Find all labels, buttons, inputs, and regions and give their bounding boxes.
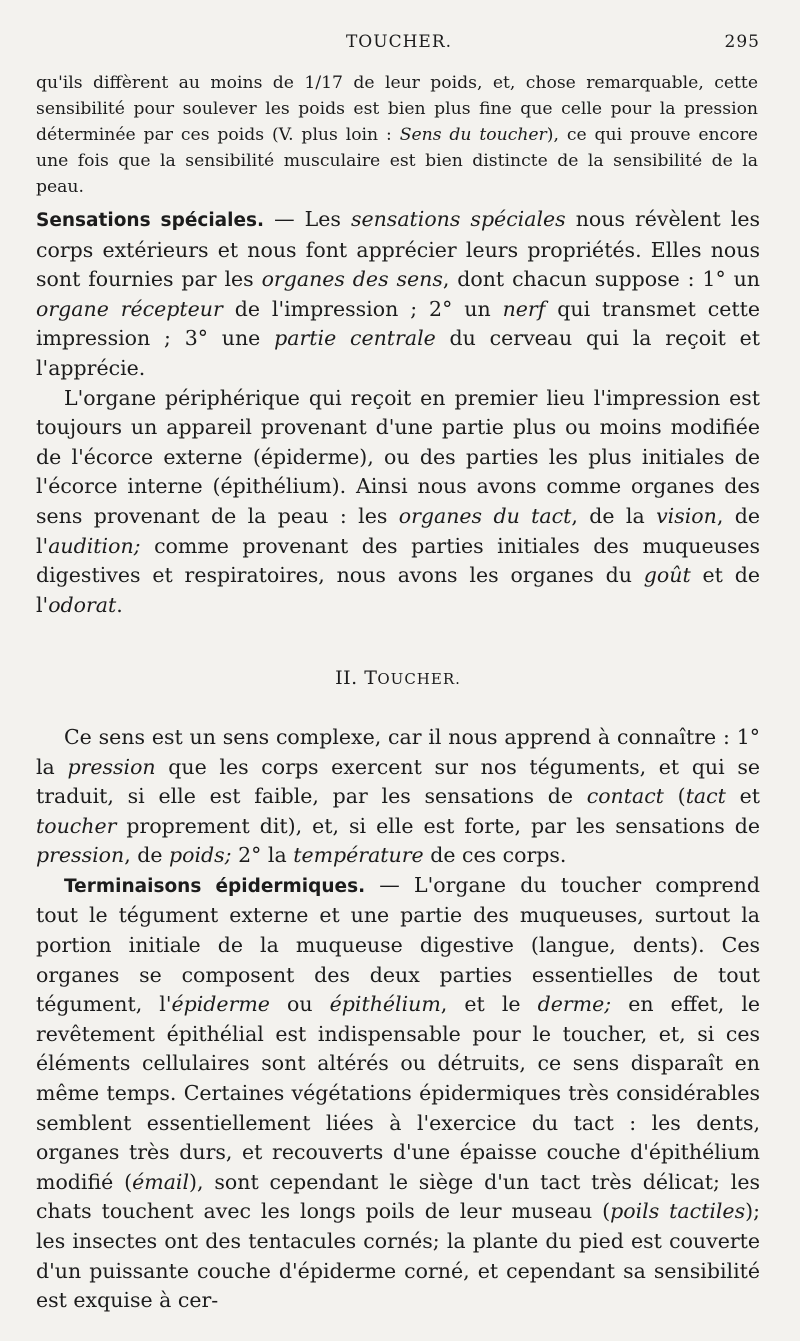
paragraph-lead: Sensations spéciales. [36,210,265,231]
text-run: ), ce qui prouve encore une fois que la sensibilité musculaire est bien distincte de la sensibilité de la peau. [36,125,758,197]
italic-run: tact [685,784,726,809]
body-text [36,205,760,1316]
italic-run: épiderme [171,992,270,1017]
italic-run: audition; [48,533,141,558]
section-heading-start: II. T [335,667,378,690]
text-run: , de l' [36,503,760,558]
section-heading [36,664,760,695]
text-run: nous révèlent les corps extérieurs et nous font apprécier leurs propriétés. Elles nous sont fournies par les [36,207,760,292]
text-run: — L'organe du toucher comprend tout le tégument externe et une partie des muqueuses, surtout la portion initiale de la muqueuse digestive (langue, dents). Ces organes se composent des deux parties essentielles de tout tégument, l' [36,872,760,1017]
continued-paragraph [36,70,758,200]
running-title: TOUCHER. [345,32,453,52]
italic-run: poils tactiles [610,1199,746,1224]
italic-run: température [293,843,424,868]
text-run: qui transmet cette impression ; 3° une [36,296,760,351]
text-run: , et le [440,992,538,1017]
text-run: L'organe périphérique qui reçoit en premier lieu l'impression est toujours un appareil provenant d'une partie plus ou moins modifiée de l'écorce externe (épiderme), ou des parties les plus initiales de l'écorce interne (épithélium). Ainsi nous avons comme organes des sens provenant de la peau : les [36,385,760,528]
italic-run: partie centrale [274,326,436,351]
text-run: ou [269,992,330,1017]
text-run: qu'ils diffèrent au moins de 1/17 de leur poids, et, chose remarquable, cette sensibilité pour soulever les poids est bien plus fine que celle pour la pression déterminée par ces poids (V. plus loin : [36,73,758,145]
text-run: ), sont cependant le siège d'un tact très délicat; les chats touchent avec les longs poils de leur museau ( [36,1169,760,1224]
italic-run: nerf [502,296,546,321]
text-run: 2° la [231,843,294,868]
text-run: de l'impression ; 2° un [222,296,503,321]
italic-run: poids; [169,843,232,868]
italic-run: organes des sens [261,267,443,292]
text-run: Ce sens est un sens complexe, car il nous apprend à connaître : 1° la [36,724,760,779]
paragraph-lead: Terminaisons épidermiques. [64,875,366,897]
italic-run: organe récepteur [36,296,223,321]
text-run: proprement dit), et, si elle est forte, par les sensations de [116,813,760,838]
paragraph-organe-peripherique [36,384,760,621]
text-run: et [725,784,760,809]
paragraph-sensations-speciales [36,205,760,384]
paragraph-terminaisons [36,871,760,1316]
italic-run: organes du tact [398,503,572,528]
section-gap [36,620,760,664]
text-run: — Les [264,207,351,231]
text-run: de ces corps. [423,843,567,868]
text-run: , dont chacun suppose : 1° un [442,267,760,292]
italic-run: vision [656,503,717,528]
paragraph-ce-sens [36,723,760,871]
running-header [38,32,760,56]
text-run: , de [124,843,170,868]
text-run: et de l' [36,563,760,617]
italic-run: épithélium [329,992,441,1017]
italic-run: toucher [36,813,117,838]
text-run: du cerveau qui la reçoit et l'apprécie. [36,326,760,380]
italic-run: sensations spéciales [350,207,566,231]
text-run: que les corps exercent sur nos téguments, et qui se traduit, si elle est faible, par les sensations de [36,754,760,809]
text-run: comme provenant des parties initiales des muqueuses digestives et respiratoires, nous avons les organes du [36,533,760,588]
italic-run: émail [132,1169,190,1194]
text-run: . [116,592,123,617]
italic-run: derme; [537,992,612,1017]
italic-run: goût [643,563,691,588]
text-run: en effet, le revêtement épithélial est indispensable pour le toucher, et, si ces éléments cellulaires sont altérés ou détruits, ce sens disparaît en même temps. Certaines végétations épidermiques très considérables semblent essentiellement liées à l'exercice du tact : les dents, organes très durs, et recouverts d'une épaisse couche d'épithélium modifié ( [36,992,761,1194]
italic-run: odorat [48,592,117,617]
italic-run: pression [67,754,156,779]
page-number: 295 [724,32,760,52]
text-run: , de la [571,503,657,528]
italic-run: Sens du toucher [399,125,547,145]
section-heading-smallcaps: OUCHER. [377,670,461,689]
italic-run: contact [586,784,664,809]
text-run: ( [663,784,686,809]
text-run: ); les insectes ont des tentacules cornés; la plante du pied est couverte d'un puissante couche d'épiderme corné, et cependant sa sensibilité est exquise à cer- [36,1199,760,1313]
italic-run: pression [36,843,125,868]
